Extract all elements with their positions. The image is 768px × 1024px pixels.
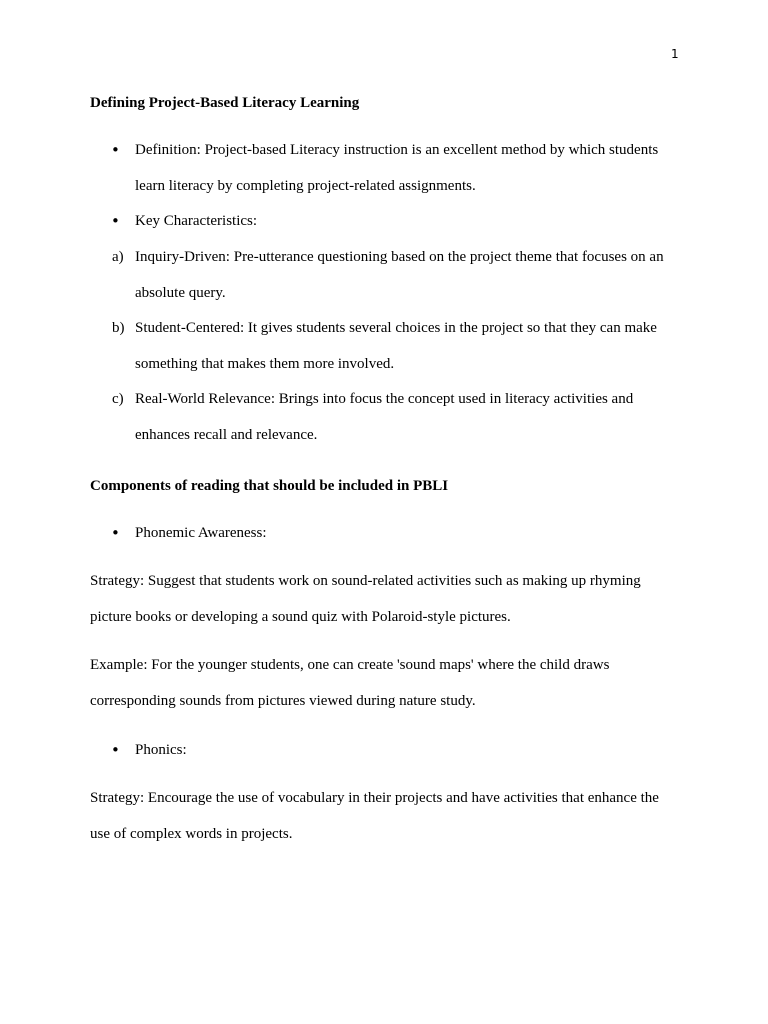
list-item-phonics — [90, 733, 680, 769]
list-item-text: Phonemic Awareness: — [135, 525, 267, 541]
list-item-phonemic-awareness — [90, 516, 680, 552]
section-heading-defining-pbll: Defining Project-Based Literacy Learning — [90, 95, 360, 111]
list-item-inquiry-driven — [90, 240, 680, 311]
list-item-definition — [90, 133, 680, 204]
list-marker: b) — [112, 320, 125, 336]
list-item-text: Inquiry-Driven: Pre-utterance questioning based on the project theme that focuses on an absolute query. — [135, 249, 664, 301]
section-heading-components: Components of reading that should be included in PBLI — [90, 478, 449, 494]
page-number: 1 — [671, 47, 679, 61]
list-item-text: Definition: Project-based Literacy instruction is an excellent method by which students learn literacy by completing project-related assignments. — [135, 142, 659, 194]
list-item-text: Phonics: — [135, 742, 187, 758]
bullet-icon: • — [111, 524, 120, 542]
bullet-icon: • — [111, 141, 120, 159]
paragraph-example: Example: For the younger students, one can create 'sound maps' where the child draws corresponding sounds from pictures viewed during nature study. — [90, 657, 610, 709]
list-item-text: Student-Centered: It gives students several choices in the project so that they can make something that makes them more involved. — [135, 320, 657, 372]
list-marker: a) — [112, 249, 124, 265]
list-item-text: Real-World Relevance: Brings into focus the concept used in literacy activities and enhances recall and relevance. — [135, 391, 634, 443]
bullet-icon: • — [111, 741, 120, 759]
list-item-text: Key Characteristics: — [135, 213, 258, 229]
list-marker: c) — [112, 391, 124, 407]
list-item-student-centered — [90, 311, 680, 382]
bullet-icon: • — [111, 212, 120, 230]
list-item-real-world-relevance — [90, 382, 680, 453]
paragraph-strategy-phonics: Strategy: Encourage the use of vocabulary in their projects and have activities that enhance the use of complex words in projects. — [90, 790, 659, 842]
list-item-key-characteristics — [90, 204, 680, 240]
paragraph-strategy-phonemic: Strategy: Suggest that students work on sound-related activities such as making up rhyming picture books or developing a sound quiz with Polaroid-style pictures. — [90, 573, 641, 625]
